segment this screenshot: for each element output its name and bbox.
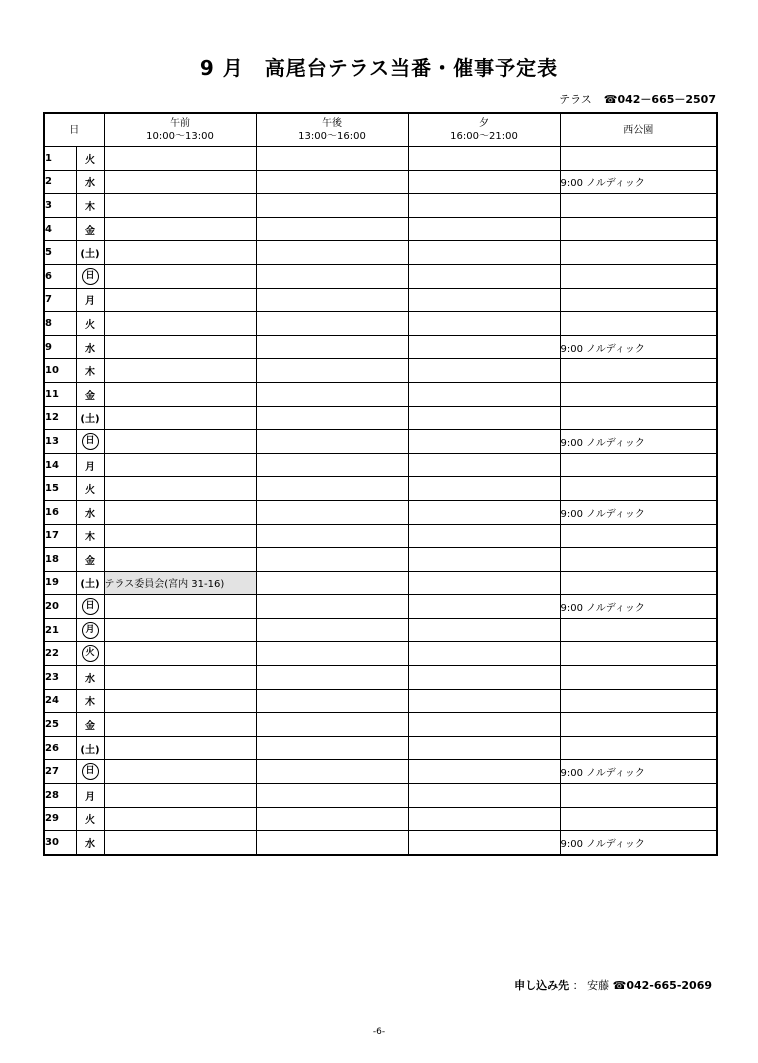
pm-slot <box>256 618 408 642</box>
holiday-weekday: 日 <box>82 763 99 780</box>
day-number: 14 <box>44 453 76 477</box>
pm-slot <box>256 784 408 808</box>
table-row <box>44 784 717 808</box>
park-event <box>560 548 717 572</box>
weekday: 木 <box>85 367 95 379</box>
table-row <box>44 170 717 194</box>
header-park: 西公園 <box>560 113 717 147</box>
day-number: 17 <box>44 524 76 548</box>
weekday-cell <box>76 264 104 288</box>
weekday: 火 <box>85 815 95 827</box>
weekday: 水 <box>85 673 95 685</box>
am-slot: テラス委員会(宮内 31-16) <box>104 571 256 595</box>
evening-slot <box>408 595 560 619</box>
park-event: 9:00 ノルディック <box>560 500 717 524</box>
weekday: (土) <box>80 744 100 756</box>
am-slot <box>104 618 256 642</box>
pm-slot <box>256 194 408 218</box>
evening-slot <box>408 524 560 548</box>
am-slot <box>104 312 256 336</box>
pm-slot <box>256 500 408 524</box>
evening-slot <box>408 760 560 784</box>
weekday-cell <box>76 500 104 524</box>
day-number: 5 <box>44 241 76 265</box>
park-event <box>560 359 717 383</box>
terrace-phone: ☎042－665－2507 <box>603 93 716 106</box>
park-event <box>560 264 717 288</box>
day-number: 7 <box>44 288 76 312</box>
am-slot <box>104 406 256 430</box>
application-name: 安藤 <box>587 979 610 992</box>
park-event <box>560 524 717 548</box>
evening-slot <box>408 241 560 265</box>
evening-slot <box>408 618 560 642</box>
park-event: 9:00 ノルディック <box>560 831 717 855</box>
am-slot <box>104 784 256 808</box>
pm-slot <box>256 713 408 737</box>
weekday: (土) <box>80 579 100 591</box>
table-row <box>44 524 717 548</box>
am-slot <box>104 713 256 737</box>
day-number: 22 <box>44 642 76 666</box>
evening-slot <box>408 642 560 666</box>
park-event: 9:00 ノルディック <box>560 595 717 619</box>
evening-slot <box>408 335 560 359</box>
pm-slot <box>256 642 408 666</box>
am-slot <box>104 335 256 359</box>
table-row <box>44 666 717 690</box>
weekday: 月 <box>85 791 95 803</box>
weekday: 木 <box>85 697 95 709</box>
weekday-cell <box>76 382 104 406</box>
terrace-contact <box>559 91 716 107</box>
day-number: 6 <box>44 264 76 288</box>
holiday-weekday: 火 <box>82 645 99 662</box>
day-number: 30 <box>44 831 76 855</box>
table-row <box>44 241 717 265</box>
page-title: 9 月 高尾台テラス当番・催事予定表 <box>199 56 559 80</box>
pm-slot <box>256 453 408 477</box>
pm-slot <box>256 807 408 831</box>
table-row <box>44 406 717 430</box>
table-row <box>44 642 717 666</box>
evening-slot <box>408 194 560 218</box>
park-event <box>560 241 717 265</box>
weekday-cell <box>76 831 104 855</box>
weekday-cell <box>76 453 104 477</box>
pm-slot <box>256 831 408 855</box>
evening-slot <box>408 264 560 288</box>
am-slot <box>104 548 256 572</box>
am-slot <box>104 217 256 241</box>
day-number: 29 <box>44 807 76 831</box>
table-row <box>44 453 717 477</box>
header-evening-time: 16:00～21:00 <box>450 131 518 142</box>
am-slot <box>104 689 256 713</box>
page-number: -6- <box>372 1027 386 1037</box>
table-row <box>44 595 717 619</box>
header-am-label: 午前 <box>170 118 190 129</box>
weekday-cell <box>76 170 104 194</box>
day-number: 24 <box>44 689 76 713</box>
evening-slot <box>408 312 560 336</box>
am-slot <box>104 760 256 784</box>
park-event <box>560 312 717 336</box>
table-row <box>44 618 717 642</box>
evening-slot <box>408 477 560 501</box>
weekday-cell <box>76 359 104 383</box>
table-row <box>44 736 717 760</box>
park-event <box>560 477 717 501</box>
evening-slot <box>408 147 560 171</box>
weekday-cell <box>76 571 104 595</box>
park-event <box>560 288 717 312</box>
day-number: 20 <box>44 595 76 619</box>
pm-slot <box>256 170 408 194</box>
evening-slot <box>408 500 560 524</box>
weekday: 木 <box>85 532 95 544</box>
weekday-cell <box>76 147 104 171</box>
table-row <box>44 264 717 288</box>
am-slot <box>104 831 256 855</box>
holiday-weekday: 月 <box>82 622 99 639</box>
day-number: 15 <box>44 477 76 501</box>
am-slot <box>104 170 256 194</box>
weekday: (土) <box>80 249 100 261</box>
table-row <box>44 335 717 359</box>
park-event <box>560 642 717 666</box>
evening-slot <box>408 288 560 312</box>
pm-slot <box>256 264 408 288</box>
application-phone: ☎042-665-2069 <box>612 979 712 992</box>
evening-slot <box>408 666 560 690</box>
table-row <box>44 382 717 406</box>
day-number: 13 <box>44 430 76 454</box>
am-slot <box>104 477 256 501</box>
table-row <box>44 548 717 572</box>
pm-slot <box>256 147 408 171</box>
application-contact <box>514 977 712 993</box>
park-event: 9:00 ノルディック <box>560 760 717 784</box>
park-event <box>560 406 717 430</box>
evening-slot <box>408 382 560 406</box>
weekday: 金 <box>85 390 95 402</box>
weekday-cell <box>76 666 104 690</box>
header-day: 日 <box>44 113 104 147</box>
header-pm <box>256 113 408 147</box>
pm-slot <box>256 406 408 430</box>
table-row <box>44 713 717 737</box>
table-row <box>44 147 717 171</box>
day-number: 2 <box>44 170 76 194</box>
pm-slot <box>256 760 408 784</box>
table-row <box>44 359 717 383</box>
am-slot <box>104 430 256 454</box>
weekday: 金 <box>85 555 95 567</box>
evening-slot <box>408 217 560 241</box>
pm-slot <box>256 335 408 359</box>
table-row <box>44 217 717 241</box>
am-slot <box>104 288 256 312</box>
day-number: 11 <box>44 382 76 406</box>
am-slot <box>104 453 256 477</box>
am-slot <box>104 359 256 383</box>
am-slot <box>104 147 256 171</box>
application-label: 申し込み先 <box>514 979 570 992</box>
park-event: 9:00 ノルディック <box>560 170 717 194</box>
park-event <box>560 713 717 737</box>
day-number: 27 <box>44 760 76 784</box>
weekday-cell <box>76 807 104 831</box>
schedule-table <box>43 112 718 856</box>
am-slot <box>104 642 256 666</box>
header-am-time: 10:00～13:00 <box>146 131 214 142</box>
weekday-cell <box>76 760 104 784</box>
weekday-cell <box>76 335 104 359</box>
day-number: 8 <box>44 312 76 336</box>
weekday-cell <box>76 241 104 265</box>
evening-slot <box>408 453 560 477</box>
day-number: 18 <box>44 548 76 572</box>
evening-slot <box>408 359 560 383</box>
pm-slot <box>256 689 408 713</box>
pm-slot <box>256 288 408 312</box>
am-slot <box>104 264 256 288</box>
day-number: 4 <box>44 217 76 241</box>
evening-slot <box>408 713 560 737</box>
am-slot <box>104 524 256 548</box>
evening-slot <box>408 406 560 430</box>
park-event <box>560 571 717 595</box>
park-event <box>560 784 717 808</box>
day-number: 3 <box>44 194 76 218</box>
day-number: 16 <box>44 500 76 524</box>
day-number: 21 <box>44 618 76 642</box>
day-number: 12 <box>44 406 76 430</box>
weekday-cell <box>76 477 104 501</box>
table-row <box>44 831 717 855</box>
weekday: 火 <box>85 485 95 497</box>
weekday: 月 <box>85 296 95 308</box>
header-am <box>104 113 256 147</box>
park-event <box>560 382 717 406</box>
park-event: 9:00 ノルディック <box>560 335 717 359</box>
weekday-cell <box>76 713 104 737</box>
pm-slot <box>256 666 408 690</box>
park-event <box>560 217 717 241</box>
header-pm-label: 午後 <box>322 118 342 129</box>
am-slot <box>104 666 256 690</box>
table-row <box>44 689 717 713</box>
application-separator: ： <box>572 979 584 992</box>
park-event <box>560 666 717 690</box>
header-row <box>44 113 717 147</box>
weekday: 月 <box>85 461 95 473</box>
am-slot <box>104 500 256 524</box>
park-event: 9:00 ノルディック <box>560 430 717 454</box>
evening-slot <box>408 784 560 808</box>
weekday: 水 <box>85 508 95 520</box>
weekday-cell <box>76 312 104 336</box>
park-event <box>560 689 717 713</box>
park-event <box>560 147 717 171</box>
am-slot <box>104 595 256 619</box>
day-number: 26 <box>44 736 76 760</box>
evening-slot <box>408 548 560 572</box>
table-row <box>44 807 717 831</box>
evening-slot <box>408 571 560 595</box>
weekday-cell <box>76 689 104 713</box>
weekday: 火 <box>85 154 95 166</box>
weekday-cell <box>76 784 104 808</box>
evening-slot <box>408 736 560 760</box>
weekday-cell <box>76 618 104 642</box>
am-slot <box>104 194 256 218</box>
weekday-cell <box>76 736 104 760</box>
pm-slot <box>256 312 408 336</box>
weekday-cell <box>76 288 104 312</box>
evening-slot <box>408 689 560 713</box>
pm-slot <box>256 430 408 454</box>
weekday: 水 <box>85 839 95 851</box>
pm-slot <box>256 595 408 619</box>
weekday-cell <box>76 430 104 454</box>
weekday-cell <box>76 406 104 430</box>
table-row <box>44 312 717 336</box>
weekday: 水 <box>85 178 95 190</box>
table-row <box>44 194 717 218</box>
table-row <box>44 500 717 524</box>
weekday-cell <box>76 217 104 241</box>
weekday-cell <box>76 524 104 548</box>
weekday-cell <box>76 548 104 572</box>
weekday: (土) <box>80 414 100 426</box>
day-number: 1 <box>44 147 76 171</box>
table-row <box>44 760 717 784</box>
park-event <box>560 736 717 760</box>
weekday-cell <box>76 194 104 218</box>
table-row <box>44 430 717 454</box>
park-event <box>560 618 717 642</box>
evening-slot <box>408 831 560 855</box>
am-slot <box>104 382 256 406</box>
day-number: 19 <box>44 571 76 595</box>
holiday-weekday: 日 <box>82 268 99 285</box>
park-event <box>560 453 717 477</box>
evening-slot <box>408 807 560 831</box>
day-number: 9 <box>44 335 76 359</box>
pm-slot <box>256 524 408 548</box>
pm-slot <box>256 217 408 241</box>
table-row <box>44 288 717 312</box>
day-number: 23 <box>44 666 76 690</box>
pm-slot <box>256 548 408 572</box>
am-slot <box>104 807 256 831</box>
weekday: 火 <box>85 319 95 331</box>
pm-slot <box>256 241 408 265</box>
evening-slot <box>408 170 560 194</box>
park-event <box>560 807 717 831</box>
schedule-body <box>44 147 717 855</box>
holiday-weekday: 日 <box>82 433 99 450</box>
day-number: 28 <box>44 784 76 808</box>
weekday: 金 <box>85 225 95 237</box>
weekday: 水 <box>85 343 95 355</box>
day-number: 10 <box>44 359 76 383</box>
weekday: 金 <box>85 721 95 733</box>
pm-slot <box>256 382 408 406</box>
pm-slot <box>256 736 408 760</box>
am-slot <box>104 241 256 265</box>
weekday-cell <box>76 595 104 619</box>
am-slot <box>104 736 256 760</box>
evening-slot <box>408 430 560 454</box>
table-row <box>44 571 717 595</box>
day-number: 25 <box>44 713 76 737</box>
pm-slot <box>256 477 408 501</box>
terrace-label: テラス <box>559 93 592 106</box>
park-event <box>560 194 717 218</box>
pm-slot <box>256 359 408 383</box>
header-pm-time: 13:00～16:00 <box>298 131 366 142</box>
pm-slot <box>256 571 408 595</box>
header-evening <box>408 113 560 147</box>
weekday-cell <box>76 642 104 666</box>
holiday-weekday: 日 <box>82 598 99 615</box>
table-row <box>44 477 717 501</box>
weekday: 木 <box>85 201 95 213</box>
header-evening-label: 夕 <box>479 118 489 129</box>
